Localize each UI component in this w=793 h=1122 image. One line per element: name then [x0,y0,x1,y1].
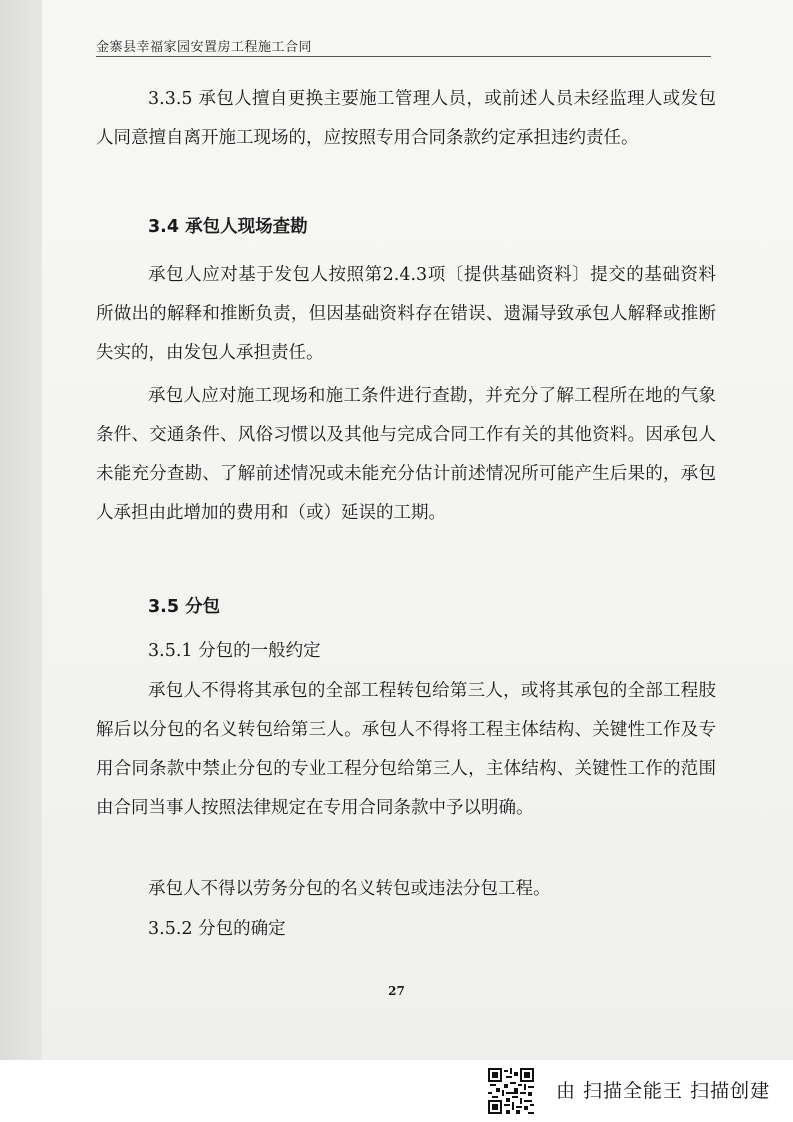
header-rule [96,56,711,57]
section-heading-3-5: 3.5 分包 [148,597,221,617]
qr-code-icon [488,1068,534,1114]
paragraph-3-5-1-a: 承包人不得将其承包的全部工程转包给第三人，或将其承包的全部工程肢解后以分包的名义转包给第三人。承包人不得将工程主体结构、关键性工作及专用合同条款中禁止分包的专业工程分包给第三人，主体结构、关键性工作的范围由合同当事人按照法律规定在专用合同条款中予以明确。 [96,681,716,818]
subsection-heading-3-5-2: 3.5.2 分包的确定 [148,919,286,939]
paragraph-3-3-5: 3.3.5 承包人擅自更换主要施工管理人员，或前述人员未经监理人或发包人同意擅自离开施工现场的，应按照专用合同条款约定承担违约责任。 [96,89,716,148]
scanner-footer [0,1060,793,1122]
scanner-watermark-text: 由 扫描全能王 扫描创建 [556,1080,771,1102]
page-number: 27 [388,984,405,998]
page-gutter-shadow [0,0,42,1060]
paragraph-3-4-a: 承包人应对基于发包人按照第2.4.3项〔提供基础资料〕提交的基础资料所做出的解释和推断负责，但因基础资料存在错误、遗漏导致承包人解释或推断失实的，由发包人承担责任。 [96,265,716,363]
running-header: 金寨县幸福家园安置房工程施工合同 [96,40,313,55]
paragraph-3-4-b: 承包人应对施工现场和施工条件进行查勘，并充分了解工程所在地的气象条件、交通条件、风俗习惯以及其他与完成合同工作有关的其他资料。因承包人未能充分查勘、了解前述情况或未能充分估计前述情况所可能产生后果的，承包人承担由此增加的费用和（或）延误的工期。 [96,386,716,523]
paragraph-3-5-1-b: 承包人不得以劳务分包的名义转包或违法分包工程。 [148,879,551,899]
section-heading-3-4: 3.4 承包人现场查勘 [148,217,308,237]
subsection-heading-3-5-1: 3.5.1 分包的一般约定 [148,641,321,661]
